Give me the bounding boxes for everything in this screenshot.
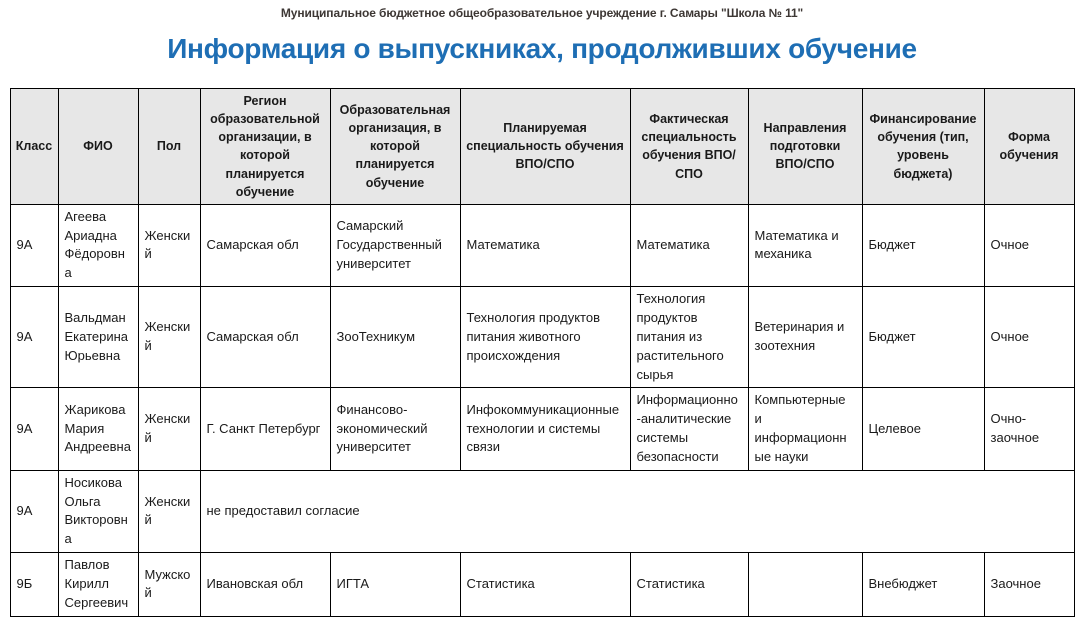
table-row (10, 204, 1074, 286)
cell-training-direction: Математика и механика (748, 204, 862, 286)
cell-study-form: Заочное (984, 553, 1074, 617)
cell-class: 9Б (10, 553, 58, 617)
cell-fio: Носикова Ольга Викторовна (58, 470, 138, 552)
cell-gender: Женский (138, 388, 200, 470)
column-header-gender: Пол (138, 89, 200, 205)
cell-organization: Финансово-экономический университет (330, 388, 460, 470)
cell-class: 9А (10, 388, 58, 470)
cell-fio: Жарикова Мария Андреевна (58, 388, 138, 470)
cell-training-direction: Компьютерные и информационные науки (748, 388, 862, 470)
cell-training-direction (748, 553, 862, 617)
cell-organization: ИГТА (330, 553, 460, 617)
column-header-training-direction: Направления подготовки ВПО/СПО (748, 89, 862, 205)
column-header-fio: ФИО (58, 89, 138, 205)
column-header-study-form: Форма обучения (984, 89, 1074, 205)
cell-actual-specialty: Информационно-аналитические системы безопасности (630, 388, 748, 470)
cell-fio: Агеева Ариадна Фёдоровна (58, 204, 138, 286)
cell-study-form: Очно-заочное (984, 388, 1074, 470)
cell-financing: Целевое (862, 388, 984, 470)
cell-gender: Женский (138, 204, 200, 286)
cell-financing: Бюджет (862, 287, 984, 388)
cell-planned-specialty: Статистика (460, 553, 630, 617)
cell-planned-specialty: Инфокоммуникационные технологии и системы связи (460, 388, 630, 470)
cell-region: Самарская обл (200, 204, 330, 286)
cell-class: 9А (10, 204, 58, 286)
cell-financing: Бюджет (862, 204, 984, 286)
cell-planned-specialty: Технология продуктов питания животного происхождения (460, 287, 630, 388)
cell-organization: ЗооТехникум (330, 287, 460, 388)
graduates-table (10, 88, 1075, 617)
table-row (10, 287, 1074, 388)
table-header-row (10, 89, 1074, 205)
cell-fio: Вальдман Екатерина Юрьевна (58, 287, 138, 388)
cell-actual-specialty: Технология продуктов питания из растительного сырья (630, 287, 748, 388)
cell-region: Ивановская обл (200, 553, 330, 617)
column-header-financing: Финансирование обучения (тип, уровень бюджета) (862, 89, 984, 205)
cell-region: Г. Санкт Петербург (200, 388, 330, 470)
column-header-region: Регион образовательной организации, в которой планируется обучение (200, 89, 330, 205)
page-title: Информация о выпускниках, продолживших обучение (167, 33, 917, 64)
column-header-organization: Образовательная организация, в которой планируется обучение (330, 89, 460, 205)
organization-name: Муниципальное бюджетное общеобразовательное учреждение г. Самары "Школа № 11" (280, 6, 804, 20)
cell-consent-message: не предоставил согласие (200, 470, 1074, 552)
column-header-actual-specialty: Фактическая специальность обучения ВПО/СПО (630, 89, 748, 205)
table-row (10, 553, 1074, 617)
cell-study-form: Очное (984, 204, 1074, 286)
cell-gender: Женский (138, 470, 200, 552)
table-row-no-consent (10, 470, 1074, 552)
cell-actual-specialty: Математика (630, 204, 748, 286)
cell-region: Самарская обл (200, 287, 330, 388)
cell-financing: Внебюджет (862, 553, 984, 617)
cell-organization: Самарский Государственный университет (330, 204, 460, 286)
cell-class: 9А (10, 470, 58, 552)
cell-class: 9А (10, 287, 58, 388)
cell-actual-specialty: Статистика (630, 553, 748, 617)
column-header-class: Класс (10, 89, 58, 205)
cell-gender: Мужской (138, 553, 200, 617)
table-row (10, 388, 1074, 470)
cell-planned-specialty: Математика (460, 204, 630, 286)
cell-training-direction: Ветеринария и зоотехния (748, 287, 862, 388)
column-header-planned-specialty: Планируемая специальность обучения ВПО/СПО (460, 89, 630, 205)
cell-gender: Женский (138, 287, 200, 388)
cell-fio: Павлов Кирилл Сергеевич (58, 553, 138, 617)
cell-study-form: Очное (984, 287, 1074, 388)
